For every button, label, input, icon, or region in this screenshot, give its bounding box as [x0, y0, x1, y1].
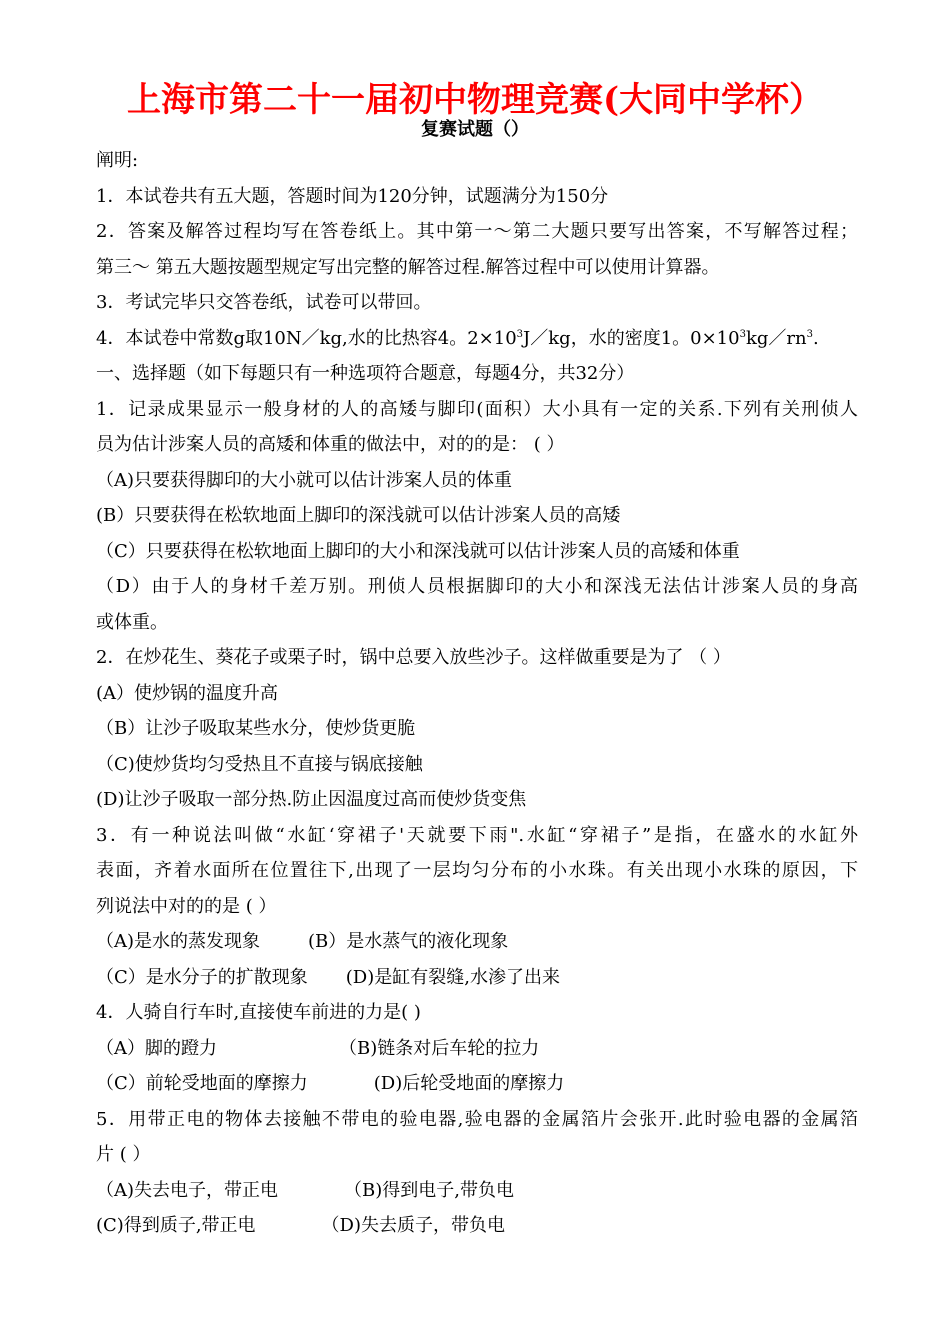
q1-option-d-line-2: 或体重。: [96, 611, 168, 633]
instruction-item-4: [96, 321, 858, 357]
q1-option-c: （C）只要获得在松软地面上脚印的大小和深浅就可以估计涉案人员的高矮和体重: [96, 540, 740, 562]
instruction-item-3: 3．考试完毕只交答卷纸，试卷可以带回。: [96, 292, 432, 313]
q2-stem: 2．在炒花生、葵花子或栗子时，锅中总要入放些沙子。这样做重要是为了 （ ）: [96, 647, 731, 668]
q4-option-d: (D)后轮受地面的摩擦力: [373, 1073, 565, 1094]
section-1-heading: 一、选择题（如下每题只有一种选项符合题意，每题4分，共32分）: [96, 363, 635, 384]
q5-option-a: （A)失去电子，带正电: [96, 1179, 279, 1201]
document-body: [96, 143, 858, 1244]
constants-text-2: J／kg，水的密度1。0×10: [523, 327, 740, 349]
instructions-heading: 阐明:: [96, 150, 139, 171]
q4-stem: 4．人骑自行车时,直接使车前进的力是( ): [96, 1002, 421, 1023]
instruction-item-1: 1．本试卷共有五大题，答题时间为120分钟，试题满分为150分: [96, 185, 609, 207]
q3-options-row-2: [96, 960, 858, 996]
q3-stem-line-1: 3．有一种说法叫做“水缸‘穿裙子'天就要下雨".水缸“穿裙子”是指，在盛水的水缸外: [96, 824, 858, 846]
constants-text-3: kg／rn: [745, 327, 807, 349]
q2-option-b: （B）让沙子吸取某些水分，使炒货更脆: [96, 718, 416, 739]
q5-option-b: （B)得到电子,带负电: [344, 1179, 515, 1201]
q1-option-a: （A)只要获得脚印的大小就可以估计涉案人员的体重: [96, 469, 513, 491]
q4-option-b: （B)链条对后车轮的拉力: [339, 1037, 540, 1059]
q5-options-row-1: [96, 1173, 858, 1209]
q5-options-row-2: [96, 1208, 858, 1244]
q3-option-a: （A)是水的蒸发现象: [96, 931, 261, 952]
q3-option-d: (D)是缸有裂缝,水渗了出来: [345, 966, 560, 988]
q3-options-row-1: [96, 924, 858, 960]
q5-stem-line-1: 5．用带正电的物体去接触不带电的验电器,验电器的金属箔片会张开.此时验电器的金属箔: [96, 1108, 858, 1130]
q1-option-d-line-1: （D）由于人的身材千差万别。刑侦人员根据脚印的大小和深浅无法估计涉案人员的身高: [96, 576, 858, 597]
constants-exponent-3: 3: [806, 328, 813, 340]
q1-stem-line-2: 员为估计涉案人员的高矮和体重的做法中，对的的是： ( ）: [96, 434, 565, 455]
q5-option-d: （D)失去质子，带负电: [321, 1215, 506, 1236]
q3-option-b: (B）是水蒸气的液化现象: [308, 931, 509, 952]
constants-exponent-2: 3: [739, 328, 746, 340]
q4-options-row-1: [96, 1031, 858, 1067]
q5-option-c: (C)得到质子,带正电: [96, 1215, 256, 1236]
constants-text-4: .: [812, 327, 819, 349]
instruction-item-2-line-2: 第三～ 第五大题按题型规定写出完整的解答过程.解答过程中可以使用计算器。: [96, 256, 720, 278]
document-subtitle: 复赛试题（）: [421, 119, 529, 140]
q1-option-b: (B）只要获得在松软地面上脚印的深浅就可以估计涉案人员的高矮: [96, 505, 621, 526]
q4-option-a: （A）脚的蹬力: [96, 1037, 217, 1059]
q2-option-a: (A）使炒锅的温度升高: [96, 682, 279, 704]
constants-text-1: 4．本试卷中常数g取10N／kg,水的比热容4。2×10: [96, 327, 517, 349]
q2-option-d: (D)让沙子吸取一部分热.防止因温度过高而使炒货变焦: [96, 789, 527, 810]
q3-stem-line-3: 列说法中对的的是 ( ）: [96, 895, 277, 917]
q3-stem-line-2: 表面，齐着水面所在位置往下,出现了一层均匀分布的小水珠。有关出现小水珠的原因，下: [96, 860, 858, 881]
instruction-item-2-line-1: 2．答案及解答过程均写在答卷纸上。其中第一～第二大题只要写出答案，不写解答过程；: [96, 221, 858, 242]
constants-exponent-1: 3: [516, 328, 524, 340]
q4-options-row-2: [96, 1066, 858, 1102]
document-title: 上海市第二十一届初中物理竞赛(大同中学杯）: [126, 80, 824, 120]
q5-stem-line-2: 片 ( ）: [96, 1144, 151, 1165]
q4-option-c: （C）前轮受地面的摩擦力: [96, 1073, 308, 1094]
q1-stem-line-1: 1．记录成果显示一般身材的人的高矮与脚印(面积）大小具有一定的关系.下列有关刑侦人: [96, 398, 858, 420]
q3-option-c: （C）是水分子的扩散现象: [96, 966, 308, 988]
q2-option-c: （C)使炒货均匀受热且不直接与锅底接触: [96, 753, 423, 775]
